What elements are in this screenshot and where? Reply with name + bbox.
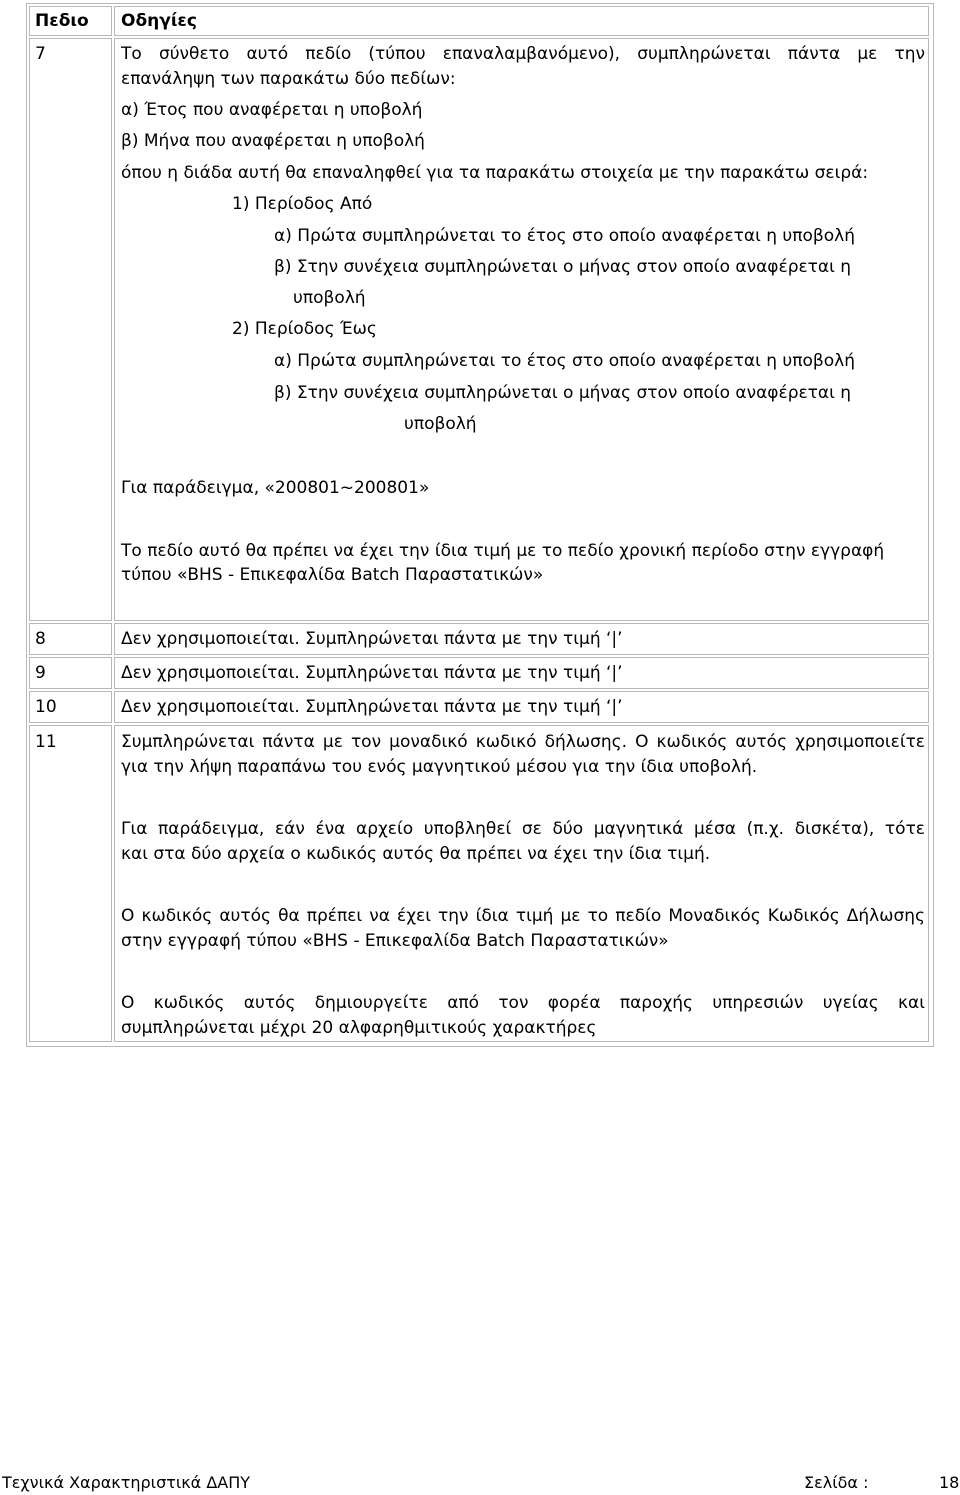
period-to-a: α) Πρώτα συμπληρώνεται το έτος στο οποίο αναφέρεται η υποβολή bbox=[274, 351, 855, 371]
row7-intro-line1: Το σύνθετο αυτό πεδίο (τύπου επαναλαμβανόμενο), συμπληρώνεται πάντα με την bbox=[121, 44, 925, 64]
row11-field-cell bbox=[29, 725, 112, 1042]
row7-note-line2: τύπου «BHS - Επικεφαλίδα Batch Παραστατικών» bbox=[121, 565, 544, 585]
row11-para4-line1: Ο κωδικός αυτός δημιουργείτε από τον φορέα παροχής υπηρεσιών υγείας και bbox=[121, 993, 925, 1013]
footer-page-number: 18 bbox=[939, 1473, 960, 1492]
period-from-title: 1) Περίοδος Από bbox=[232, 194, 373, 214]
period-from-a: α) Πρώτα συμπληρώνεται το έτος στο οποίο αναφέρεται η υποβολή bbox=[274, 226, 855, 246]
period-to-b-line1: β) Στην συνέχεια συμπληρώνεται ο μήνας στον οποίο αναφέρεται η bbox=[274, 383, 852, 403]
row7-example: Για παράδειγμα, «200801~200801» bbox=[121, 478, 430, 498]
row11-para3-line1: Ο κωδικός αυτός θα πρέπει να έχει την ίδια τιμή με το πεδίο Μοναδικός Κωδικός Δήλωσης bbox=[121, 906, 925, 926]
row7-repeat-text: όπου η διάδα αυτή θα επαναληφθεί για τα παρακάτω στοιχεία με την παρακάτω σειρά: bbox=[121, 163, 869, 183]
row7-intro-line2: επανάληψη των παρακάτω δύο πεδίων: bbox=[121, 69, 456, 89]
row7-year-item: α) Έτος που αναφέρεται η υποβολή bbox=[121, 100, 423, 120]
row11-para4-line2: συμπληρώνεται μέχρι 20 αλφαρηθμιτικούς χαρακτήρες bbox=[121, 1018, 597, 1038]
row7-note-line1: Το πεδίο αυτό θα πρέπει να έχει την ίδια τιμή με το πεδίο χρονική περίοδο στην εγγραφή bbox=[121, 541, 885, 561]
footer-title: Τεχνικά Χαρακτηριστικά ΔΑΠΥ bbox=[2, 1473, 251, 1492]
header-field: Πεδιο bbox=[35, 11, 89, 31]
row11-para2-line2: και στα δύο αρχεία ο κωδικός αυτός θα πρέπει να έχει την ίδια τιμή. bbox=[121, 844, 711, 864]
row9-text: Δεν χρησιμοποιείται. Συμπληρώνεται πάντα με την τιμή ‘|’ bbox=[121, 663, 623, 683]
period-from-b-line1: β) Στην συνέχεια συμπληρώνεται ο μήνας στον οποίο αναφέρεται η bbox=[274, 257, 852, 277]
row7-month-item: β) Μήνα που αναφέρεται η υποβολή bbox=[121, 131, 425, 151]
period-from-b-line2: υποβολή bbox=[293, 288, 366, 308]
row8-number: 8 bbox=[35, 629, 46, 649]
row8-text: Δεν χρησιμοποιείται. Συμπληρώνεται πάντα με την τιμή ‘|’ bbox=[121, 629, 623, 649]
row11-number: 11 bbox=[35, 732, 57, 752]
row11-para1-line1: Συμπληρώνεται πάντα με τον μοναδικό κωδικό δήλωσης. Ο κωδικός αυτός χρησιμοποιείτε bbox=[121, 732, 925, 752]
row11-para3-line2: στην εγγραφή τύπου «BHS - Επικεφαλίδα Batch Παραστατικών» bbox=[121, 931, 669, 951]
row10-number: 10 bbox=[35, 697, 57, 717]
row9-number: 9 bbox=[35, 663, 46, 683]
footer-page-label: Σελίδα : bbox=[804, 1473, 869, 1492]
row11-para2-line1: Για παράδειγμα, εάν ένα αρχείο υποβληθεί σε δύο μαγνητικά μέσα (π.χ. δισκέτα), τότε bbox=[121, 819, 925, 839]
period-to-title: 2) Περίοδος Έως bbox=[232, 319, 377, 339]
row7-number: 7 bbox=[35, 44, 46, 64]
header-instructions-cell bbox=[114, 6, 929, 36]
row10-text: Δεν χρησιμοποιείται. Συμπληρώνεται πάντα με την τιμή ‘|’ bbox=[121, 697, 623, 717]
header-instructions: Οδηγίες bbox=[121, 11, 197, 31]
row11-para1-line2: για την λήψη παραπάνω του ενός μαγνητικού μέσου για την ίδια υποβολή. bbox=[121, 757, 758, 777]
row7-field-cell bbox=[29, 38, 112, 621]
period-to-b-line2: υποβολή bbox=[404, 414, 477, 434]
